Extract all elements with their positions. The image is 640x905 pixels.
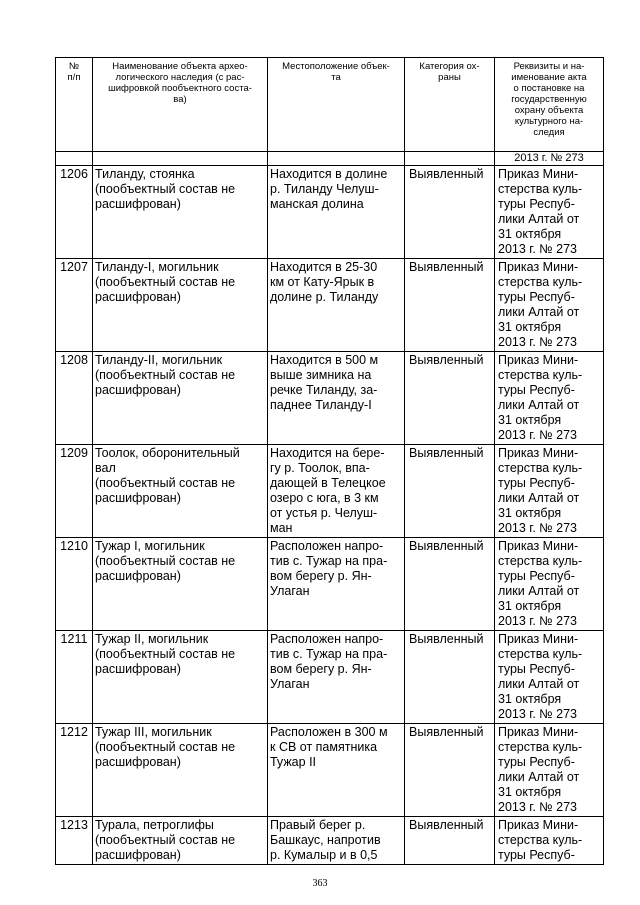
row-location: Находится на бере- гу р. Тоолок, впа- дающей в Телецкое озеро с юга, в 3 км от устья р. Челуш- ман — [270, 446, 386, 535]
row-number: 1206 — [60, 167, 88, 181]
row-object-name: Тужар II, могильник (пообъектный состав не расшифрован) — [95, 632, 236, 676]
row-category: Выявленный — [409, 446, 484, 460]
row-location-cell — [268, 352, 405, 445]
row-object-name-cell — [93, 352, 268, 445]
row-number: 1211 — [60, 632, 88, 646]
header-category-text: Категория ох- раны — [419, 61, 480, 83]
row-object-name: Тиланду-II, могильник (пообъектный состав не расшифрован) — [95, 353, 236, 397]
continuation-act-text: 2013 г. № 273 — [514, 152, 584, 164]
row-act-cell — [495, 631, 604, 724]
row-number-cell — [56, 166, 93, 259]
row-category-cell — [405, 445, 495, 538]
row-act-cell — [495, 352, 604, 445]
row-category-cell — [405, 538, 495, 631]
header-act-text: Реквизиты и на- именование акта о постановке на государственную охрану объекта культурного на- следия — [511, 61, 587, 138]
row-location: Расположен напро- тив с. Тужар на пра- вом берегу р. Ян- Улаган — [270, 539, 388, 598]
table-row — [56, 445, 604, 538]
row-number-cell — [56, 445, 93, 538]
row-object-name-cell — [93, 817, 268, 865]
row-number: 1209 — [60, 446, 88, 460]
row-number-cell — [56, 259, 93, 352]
table-row — [56, 259, 604, 352]
header-object-name — [93, 58, 268, 152]
row-act-cell — [495, 817, 604, 865]
row-object-name-cell — [93, 538, 268, 631]
row-act-cell — [495, 724, 604, 817]
row-act: Приказ Мини- стерства куль- туры Респуб- лики Алтай от 31 октября 2013 г. № 273 — [498, 167, 583, 256]
row-category: Выявленный — [409, 725, 484, 739]
row-number: 1212 — [60, 725, 88, 739]
row-category-cell — [405, 631, 495, 724]
continuation-row — [56, 152, 604, 166]
row-act-cell — [495, 445, 604, 538]
row-location-cell — [268, 445, 405, 538]
row-object-name-cell — [93, 445, 268, 538]
row-location-cell — [268, 724, 405, 817]
row-location-cell — [268, 817, 405, 865]
row-category-cell — [405, 259, 495, 352]
row-location-cell — [268, 259, 405, 352]
page-number: 363 — [312, 878, 328, 889]
row-category: Выявленный — [409, 167, 484, 181]
row-location: Расположен напро- тив с. Тужар на пра- вом берегу р. Ян- Улаган — [270, 632, 388, 691]
row-location: Находится в 25-30 км от Кату-Ярык в долине р. Тиланду — [270, 260, 379, 304]
table-row — [56, 538, 604, 631]
row-act-cell — [495, 538, 604, 631]
row-act: Приказ Мини- стерства куль- туры Респуб- — [498, 818, 583, 862]
row-category-cell — [405, 817, 495, 865]
row-category: Выявленный — [409, 632, 484, 646]
table-row — [56, 166, 604, 259]
row-category: Выявленный — [409, 539, 484, 553]
row-number-cell — [56, 724, 93, 817]
row-act-cell — [495, 259, 604, 352]
header-number — [56, 58, 93, 152]
row-object-name-cell — [93, 259, 268, 352]
row-category-cell — [405, 724, 495, 817]
row-number: 1207 — [60, 260, 88, 274]
header-location-text: Местоположение объек- та — [282, 61, 390, 83]
header-category — [405, 58, 495, 152]
table-body — [56, 166, 604, 865]
row-object-name: Тиланду, стоянка (пообъектный состав не расшифрован) — [95, 167, 236, 211]
row-location: Находится в долине р. Тиланду Челуш- манская долина — [270, 167, 388, 211]
row-act: Приказ Мини- стерства куль- туры Респуб- лики Алтай от 31 октября 2013 г. № 273 — [498, 539, 583, 628]
row-act: Приказ Мини- стерства куль- туры Респуб- лики Алтай от 31 октября 2013 г. № 273 — [498, 725, 583, 814]
row-number-cell — [56, 631, 93, 724]
row-object-name-cell — [93, 631, 268, 724]
heritage-register-table — [55, 57, 604, 865]
row-location: Правый берег р. Башкаус, напротив р. Кумалыр и в 0,5 — [270, 818, 381, 862]
row-location-cell — [268, 166, 405, 259]
header-object-name-text: Наименование объекта архео- логического наследия (с рас- шифровкой пообъектного соста- ва) — [108, 61, 252, 105]
row-act: Приказ Мини- стерства куль- туры Респуб- лики Алтай от 31 октября 2013 г. № 273 — [498, 632, 583, 721]
table-row — [56, 724, 604, 817]
row-number: 1213 — [60, 818, 88, 832]
row-number: 1208 — [60, 353, 88, 367]
row-number-cell — [56, 352, 93, 445]
row-location-cell — [268, 538, 405, 631]
row-object-name-cell — [93, 724, 268, 817]
row-number-cell — [56, 817, 93, 865]
row-location: Расположен в 300 м к СВ от памятника Тужар II — [270, 725, 388, 769]
header-number-text: № п/п — [67, 61, 81, 83]
row-act: Приказ Мини- стерства куль- туры Респуб- лики Алтай от 31 октября 2013 г. № 273 — [498, 260, 583, 349]
row-number-cell — [56, 538, 93, 631]
row-object-name: Тоолок, оборонительный вал (пообъектный состав не расшифрован) — [95, 446, 240, 505]
table-row — [56, 352, 604, 445]
header-location — [268, 58, 405, 152]
row-number: 1210 — [60, 539, 88, 553]
header-act — [495, 58, 604, 152]
row-location-cell — [268, 631, 405, 724]
row-act: Приказ Мини- стерства куль- туры Респуб- лики Алтай от 31 октября 2013 г. № 273 — [498, 446, 583, 535]
row-object-name-cell — [93, 166, 268, 259]
row-object-name: Турала, петроглифы (пообъектный состав не расшифрован) — [95, 818, 236, 862]
table-row — [56, 817, 604, 865]
table-row — [56, 631, 604, 724]
row-category-cell — [405, 166, 495, 259]
row-category-cell — [405, 352, 495, 445]
row-category: Выявленный — [409, 260, 484, 274]
row-object-name: Тужар III, могильник (пообъектный состав не расшифрован) — [95, 725, 236, 769]
row-category: Выявленный — [409, 353, 484, 367]
row-act-cell — [495, 166, 604, 259]
row-category: Выявленный — [409, 818, 484, 832]
row-object-name: Тужар I, могильник (пообъектный состав не расшифрован) — [95, 539, 236, 583]
row-act: Приказ Мини- стерства куль- туры Респуб- лики Алтай от 31 октября 2013 г. № 273 — [498, 353, 583, 442]
row-object-name: Тиланду-I, могильник (пообъектный состав не расшифрован) — [95, 260, 236, 304]
table-header — [56, 58, 604, 166]
row-location: Находится в 500 м выше зимника на речке Тиланду, за- паднее Тиланду-I — [270, 353, 379, 412]
